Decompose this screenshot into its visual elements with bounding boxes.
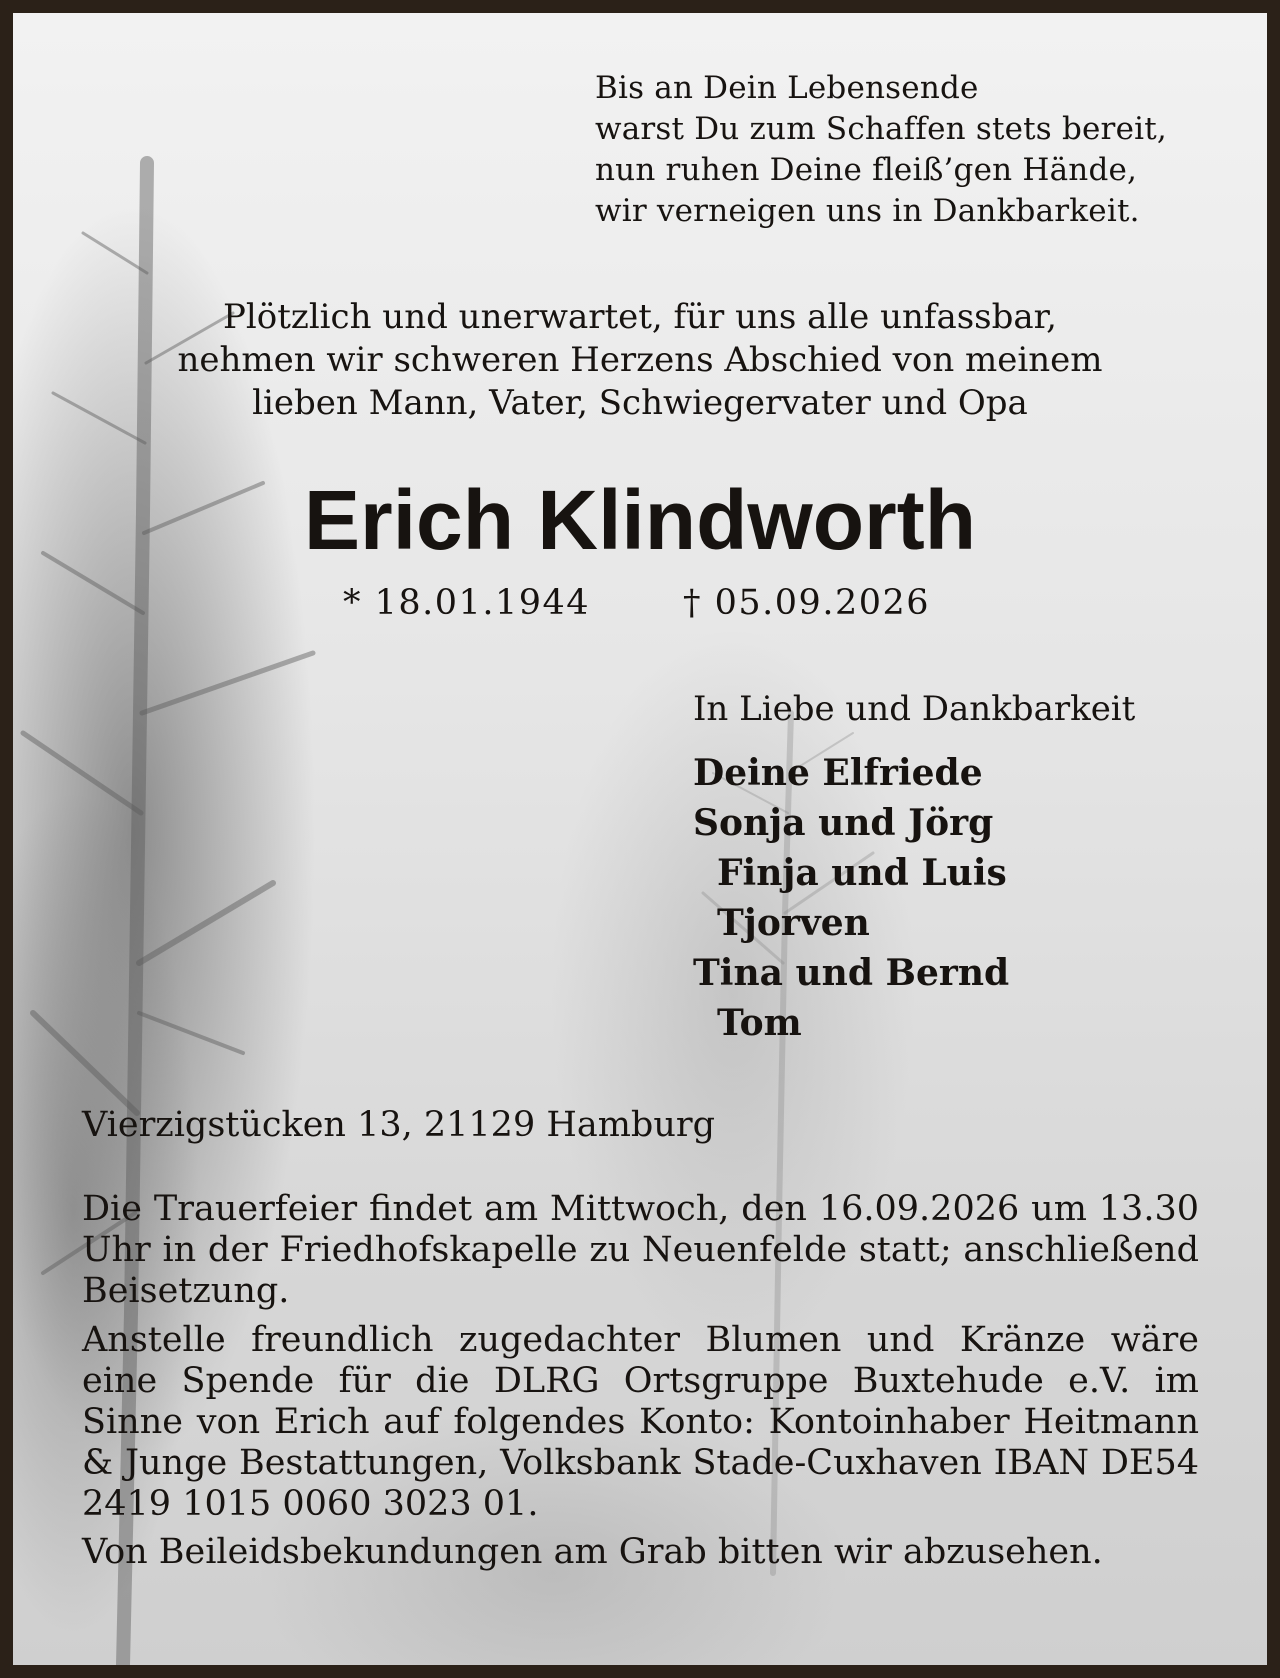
family-list	[693, 748, 1009, 1048]
family-member: Tom	[717, 1002, 802, 1044]
poem-line: wir verneigen uns in Dankbarkeit.	[595, 193, 1140, 229]
poem-line: nun ruhen Deine fleiß’gen Hände,	[595, 152, 1138, 188]
poem-line: warst Du zum Schaffen stets bereit,	[595, 111, 1167, 147]
family-member: Tjorven	[717, 902, 870, 944]
intro-line: nehmen wir schweren Herzens Abschied von meinem	[177, 340, 1103, 380]
poem	[595, 68, 1167, 232]
intro-line: Plötzlich und unerwartet, für uns alle unfassbar,	[223, 297, 1057, 337]
funeral-service-info: Die Trauerfeier findet am Mittwoch, den 16.09.2026 um 13.30 Uhr in der Friedhofskapelle zu Neuenfelde statt; anschließend Beisetzung.	[82, 1189, 1199, 1311]
obituary-card	[13, 13, 1267, 1665]
family-member: Finja und Luis	[717, 852, 1007, 894]
intro-text	[13, 296, 1267, 425]
family-member: Deine Elfriede	[693, 752, 983, 794]
poem-line: Bis an Dein Lebensende	[595, 70, 979, 106]
address: Vierzigstücken 13, 21129 Hamburg	[82, 1105, 716, 1145]
thanks-line: In Liebe und Dankbarkeit	[693, 689, 1136, 729]
family-member: Sonja und Jörg	[693, 802, 994, 844]
deceased-name: Erich Klindworth	[304, 473, 976, 567]
birth-date: * 18.01.1944	[343, 583, 591, 623]
family-member: Tina und Bernd	[693, 952, 1010, 994]
condolence-note: Von Beileidsbekundungen am Grab bitten wir abzusehen.	[82, 1532, 1103, 1572]
intro-line: lieben Mann, Vater, Schwiegervater und Opa	[252, 383, 1028, 423]
death-date: † 05.09.2026	[683, 583, 931, 623]
donation-info: Anstelle freundlich zugedachter Blumen und Kränze wäre eine Spende für die DLRG Ortsgruppe Buxtehude e.V. im Sinne von Erich auf folgendes Konto: Kontoinhaber Heitmann & Junge Bestattungen, Volksbank Stade-Cuxhaven IBAN DE54 2419 1015 0060 3023 01.	[82, 1320, 1199, 1524]
